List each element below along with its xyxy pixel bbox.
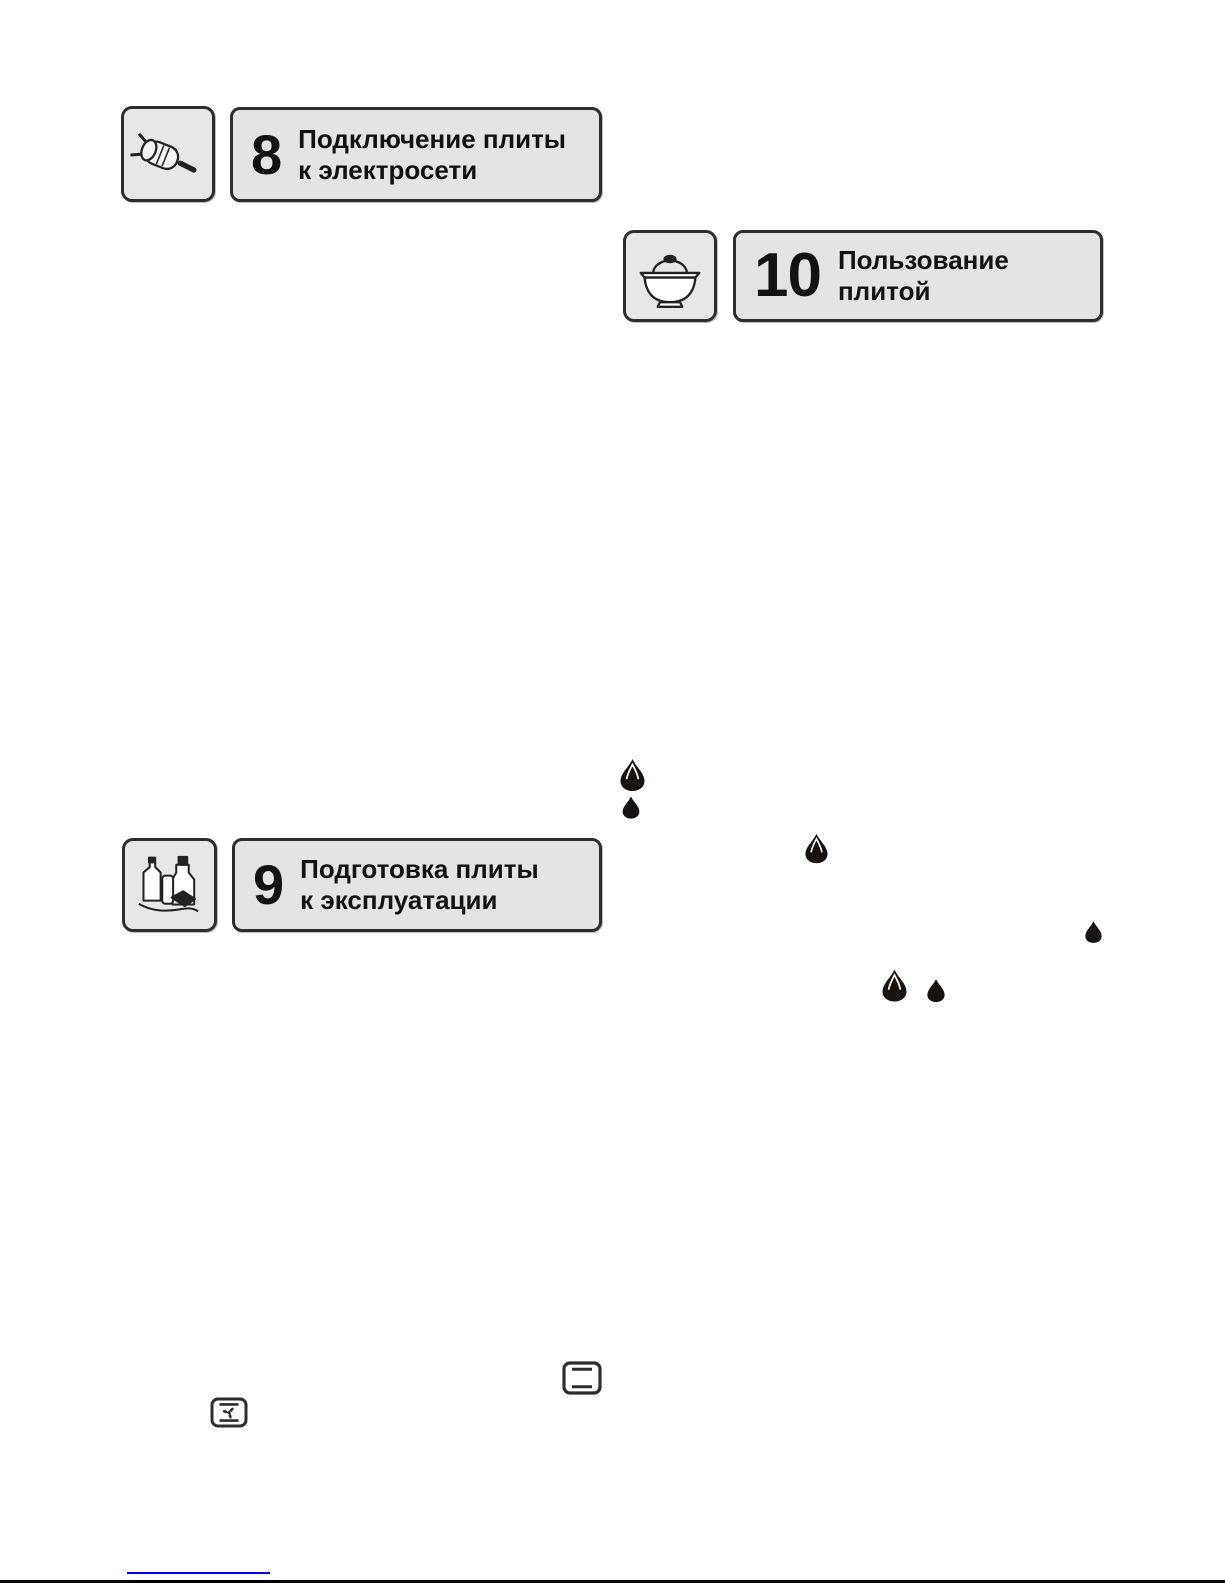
cooking-pot-icon <box>623 230 717 322</box>
power-plug-icon <box>121 106 215 202</box>
drop-flame-icon <box>882 968 907 1003</box>
drop-icon <box>927 978 945 1003</box>
section-8-title: Подключение плиты к электросети <box>298 123 567 185</box>
oven-fan-heat-icon <box>210 1397 248 1428</box>
drop-flame-icon <box>805 833 828 864</box>
drop-icon <box>622 796 640 819</box>
cleaning-supplies-icon <box>131 846 209 924</box>
section-10-number: 10 <box>754 241 821 310</box>
drop-flame-icon <box>620 758 645 792</box>
cleaning-supplies-icon <box>122 838 217 932</box>
section-10-title: Пользование плитой <box>837 245 1009 306</box>
section-9-banner <box>232 838 602 932</box>
section-8-number: 8 <box>251 122 282 186</box>
drop-icon <box>1085 920 1102 944</box>
section-8-banner <box>230 107 602 202</box>
cooking-pot-icon <box>631 239 709 313</box>
power-plug-icon <box>130 116 206 192</box>
section-9-title: Подготовка плиты к эксплуатации <box>300 854 539 915</box>
oven-top-bottom-heat-icon <box>562 1361 602 1395</box>
section-9-number: 9 <box>253 853 284 916</box>
page-bottom-rule <box>0 1580 1225 1583</box>
section-10-banner <box>733 230 1103 322</box>
footer-link-underline[interactable] <box>127 1572 270 1574</box>
